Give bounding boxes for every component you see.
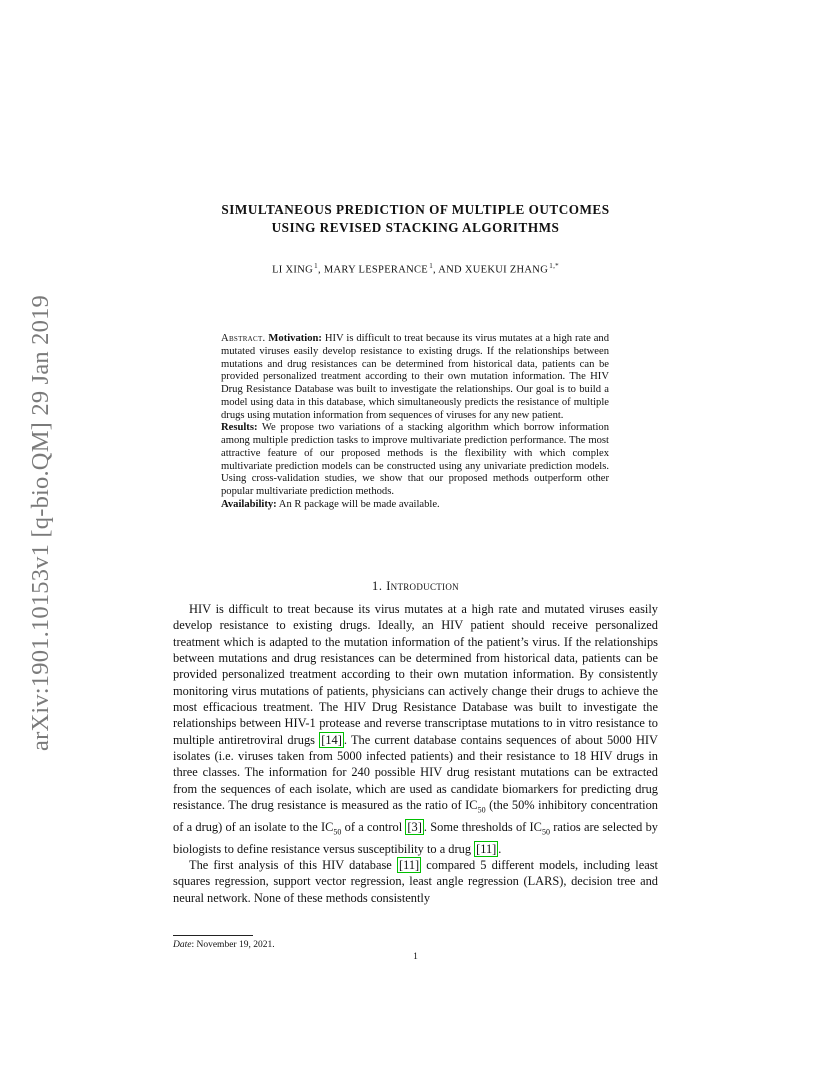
footnote-date <box>173 940 658 950</box>
paragraph-1 <box>173 601 658 857</box>
paragraph-text: The first analysis of this HIV database <box>189 858 397 873</box>
citation-link-14[interactable]: [14] <box>321 732 342 747</box>
author-1-affiliation: 1 <box>314 262 318 270</box>
author-list <box>173 262 658 276</box>
author-3-affiliation: 1,* <box>549 262 559 270</box>
page-number: 1 <box>413 952 418 962</box>
paper-title-line-1: SIMULTANEOUS PREDICTION OF MULTIPLE OUTCOMES <box>221 202 610 217</box>
motivation-text: HIV is difficult to treat because its virus mutates at a high rate and mutated viruses easily develop resistance to existing drugs. If the relationships between mutations and drug resistances can be determined from historical data, patients can be provided personalized treatment according to their own mutation information. The HIV Drug Resistance Database was built to investigate the relationships. Our goal is to build a model using data in this database, which simultaneously predicts the resistance of multiple drugs using mutation information from sequences of viruses for any new patient. <box>221 333 610 421</box>
paragraph-text: . <box>498 841 502 856</box>
paper-title-line-2: USING REVISED STACKING ALGORITHMS <box>271 220 560 235</box>
results-text: We propose two variations of a stacking algorithm which borrow information among multiple prediction tasks to improve multivariate prediction performance. The most attractive feature of our proposed methods is the flexibility with which complex multivariate prediction models can be constructed using any univariate prediction models. Using cross-validation studies, we show that our proposed methods outperform other popular multivariate prediction methods. <box>221 422 609 497</box>
paragraph-text: compared 5 different models, including least squares regression, support vector regression, least angle regression (LARS), decision tree and neural network. None of these methods consistently <box>173 858 658 905</box>
paragraph-text: HIV is difficult to treat because its virus mutates at a high rate and mutated viruses easily develop resistance to existing drugs. Ideally, an HIV patient should receive personalized treatment which is adapted to the mutation information of the patient’s virus. If the relationships between mutations and drug resistances can be determined from historical data, patients can be provided personalized treatment according to their own mutation information. By consistently monitoring virus mutations of patients, physicians can actively change their drugs to achieve the most efficacious treatment. The HIV Drug Resistance Database was built to investigate the relationships between HIV-1 protease and reverse transcriptase mutations to in vitro resistance to multiple antiretroviral drugs <box>173 602 658 747</box>
abstract-availability <box>221 499 609 512</box>
paragraph-text: of a control <box>341 819 406 834</box>
abstract-motivation <box>221 333 609 422</box>
section-number: 1. <box>372 579 383 593</box>
abstract <box>221 333 609 512</box>
footnote-divider <box>173 935 253 936</box>
subscript: 50 <box>477 805 486 815</box>
paragraph-text: ratios are selected by biologists to define resistance versus susceptibility to a drug <box>173 819 658 856</box>
availability-text: An R package will be made available. <box>278 498 440 510</box>
author-3-name: XUEKUI ZHANG <box>464 264 549 276</box>
availability-label: Availability: <box>221 498 277 510</box>
paragraph-2 <box>173 857 658 906</box>
subscript: 50 <box>333 827 342 837</box>
motivation-label: Motivation: <box>268 333 322 344</box>
author-separator-1: , <box>317 264 324 276</box>
introduction-body <box>173 601 658 906</box>
author-2-affiliation: 1 <box>429 262 433 270</box>
footnote-label: Date <box>173 940 192 950</box>
results-label: Results: <box>221 422 258 434</box>
abstract-label: Abstract. <box>221 333 266 344</box>
section-heading-introduction <box>173 579 658 594</box>
paragraph-text: (the 50% inhibitory concentration of a drug) of an isolate to the IC <box>173 798 658 834</box>
subscript: 50 <box>541 827 550 837</box>
abstract-results <box>221 422 609 499</box>
paper-title <box>173 201 658 237</box>
citation-link-11[interactable]: [11] <box>398 858 420 873</box>
author-separator-2: , AND <box>433 264 465 276</box>
author-2-name: MARY LESPERANCE <box>323 264 428 276</box>
citation-link-3[interactable]: [3] <box>407 819 422 834</box>
paragraph-text: . Some thresholds of IC <box>423 819 542 834</box>
arxiv-identifier-text: arXiv:1901.10153v1 [q-bio.QM] 29 Jan 2019 <box>27 294 54 751</box>
paragraph-text: . The current database contains sequences of about 5000 HIV isolates (i.e. viruses taken from 5000 infected patients) and their resistance to 18 HIV drugs in three classes. The information for 240 possible HIV drug resistant mutations can be extracted from the sequences of each isolate, which are used as candidate biomarkers for predicting drug resistance. The drug resistance is measured as the ratio of IC <box>173 732 658 813</box>
arxiv-identifier-stamp <box>24 270 58 775</box>
author-1-name: LI XING <box>272 264 313 276</box>
citation-link-11[interactable]: [11] <box>476 841 497 856</box>
footnote-text: : November 19, 2021. <box>191 940 275 950</box>
section-title: Introduction <box>386 579 459 593</box>
